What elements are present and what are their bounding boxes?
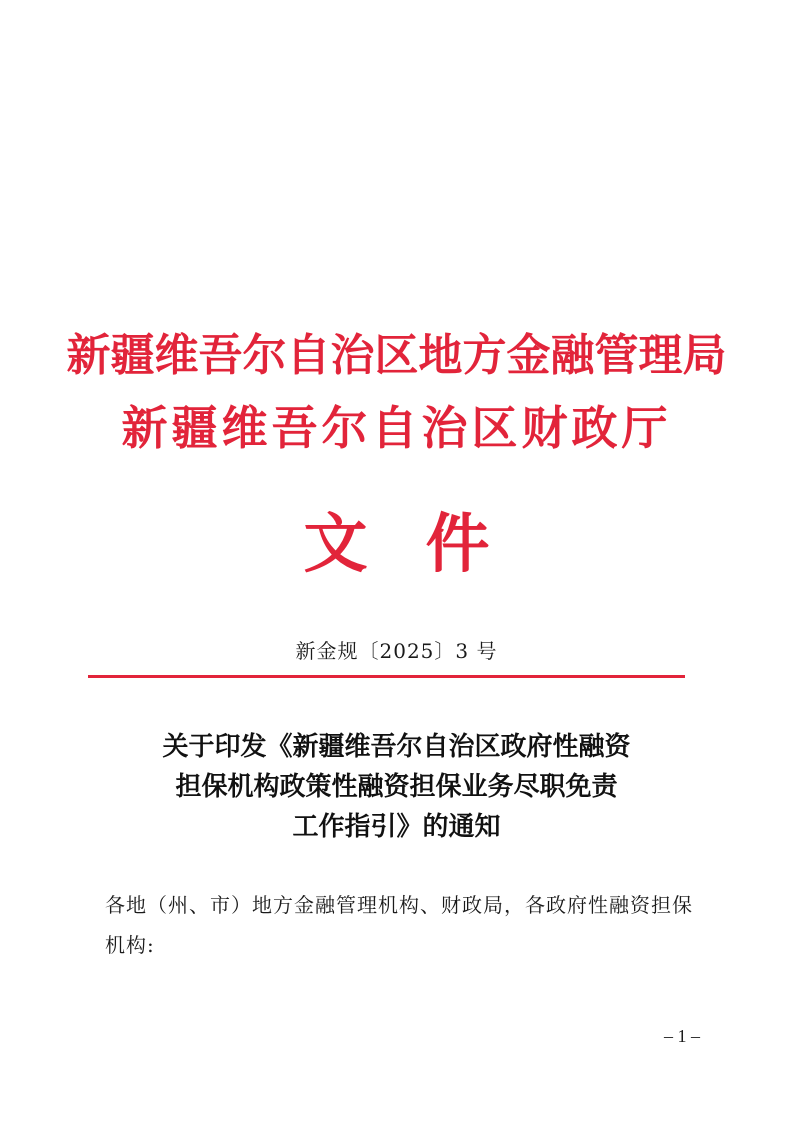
- notice-title-line-2: 担保机构政策性融资担保业务尽职免责: [175, 772, 618, 802]
- issuer-line-1: 新疆维吾尔自治区地方金融管理局: [66, 330, 727, 381]
- notice-title-line-1: 关于印发《新疆维吾尔自治区政府性融资: [162, 732, 631, 762]
- document-type-heading: 文件: [303, 507, 548, 582]
- addressee: [105, 885, 695, 965]
- notice-title-line-3: 工作指引》的通知: [292, 812, 501, 842]
- notice-title: [0, 727, 793, 847]
- document-number: 新金规〔2025〕3 号: [295, 639, 498, 663]
- red-separator-line: [88, 675, 685, 678]
- page-number: – 1 –: [664, 1026, 700, 1046]
- issuer-line-2: 新疆维吾尔自治区财政厅: [121, 401, 672, 455]
- addressee-line-2: 机构:: [105, 933, 155, 957]
- addressee-line-1: 各地（州、市）地方金融管理机构、财政局，各政府性融资担保: [105, 893, 693, 917]
